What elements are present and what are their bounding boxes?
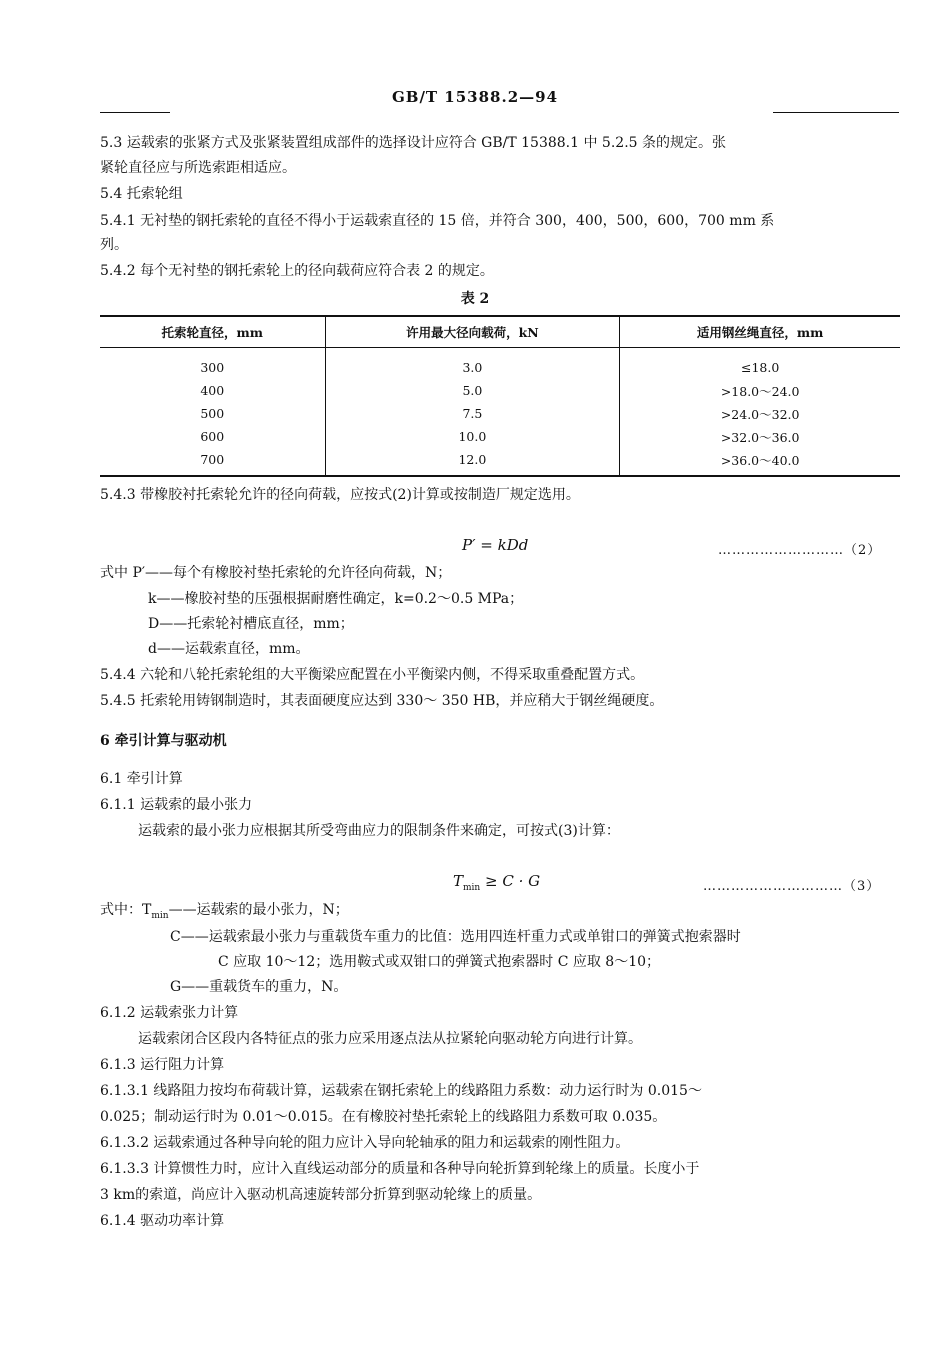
where-3-line1: C——运载索最小张力与重载货车重力的比值：选用四连杆重力式或单钳口的弹簧式抱索器时 <box>170 929 741 945</box>
cell-pulley-diameter: 300 <box>200 360 225 375</box>
clause-5-4-1-line1: 5.4.1 无衬垫的钢托索轮的直径不得小于运载索直径的 15 倍，并符合 300，400，500，600，700 mm 系 <box>100 213 775 229</box>
header-rule-right <box>773 112 899 113</box>
where-3-subscript: min <box>151 910 169 921</box>
clause-5-3-line2: 紧轮直径应与所选索距相适应。 <box>100 160 296 176</box>
where-2-line0: 式中 P′——每个有橡胶衬垫托索轮的允许径向荷载，N； <box>100 565 452 581</box>
heading-6-1: 6.1 牵引计算 <box>100 771 183 787</box>
table-row <box>100 402 900 425</box>
cell-rope-diameter: >24.0～32.0 <box>620 402 900 425</box>
heading-5-4: 5.4 托索轮组 <box>100 186 183 202</box>
formula-3-symbol: T <box>453 872 464 890</box>
cell-max-radial-load: 5.0 <box>325 379 620 402</box>
cell-max-radial-load: 7.5 <box>325 402 620 425</box>
where-3-line2: C 应取 10～12；选用鞍式或双钳口的弹簧式抱索器时 C 应取 8～10； <box>218 954 661 970</box>
cell-rope-diameter: ≤18.0 <box>620 348 900 380</box>
clause-6-1-3-1-line1: 6.1.3.1 线路阻力按均布荷载计算，运载索在钢托索轮上的线路阻力系数：动力运行时为 0.015～ <box>100 1083 702 1099</box>
cell-pulley-diameter: 500 <box>200 406 225 421</box>
formula-3 <box>453 872 540 893</box>
formula-2: P′ = kDd <box>462 536 529 554</box>
formula-2-number: ………………………（2） <box>718 543 882 558</box>
where-2-line3: d——运载索直径，mm。 <box>148 641 310 657</box>
clause-5-4-1-line2: 列。 <box>100 237 128 253</box>
where-3-symbol: 式中：T <box>100 902 152 918</box>
where-2-line2: D——托索轮衬槽底直径，mm； <box>148 616 354 632</box>
where-3-line0 <box>100 900 349 926</box>
clause-6-1-3-2: 6.1.3.2 运载索通过各种导向轮的阻力应计入导向轮轴承的阻力和运载索的刚性阻力。 <box>100 1135 630 1151</box>
clause-5-4-3: 5.4.3 带橡胶衬托索轮允许的径向荷载，应按式(2)计算或按制造厂规定选用。 <box>100 487 580 503</box>
col-header-rope-diameter: 适用钢丝绳直径，mm <box>620 316 900 348</box>
cell-rope-diameter: >32.0～36.0 <box>620 425 900 448</box>
where-2-line1: k——橡胶衬垫的压强根据耐磨性确定，k=0.2～0.5 MPa； <box>148 591 524 607</box>
clause-5-4-5: 5.4.5 托索轮用铸钢制造时，其表面硬度应达到 330～ 350 HB，并应稍大于钢丝绳硬度。 <box>100 693 664 709</box>
heading-6: 6 牵引计算与驱动机 <box>100 733 227 749</box>
cell-rope-diameter: >18.0～24.0 <box>620 379 900 402</box>
table-row <box>100 448 900 476</box>
clause-5-4-4: 5.4.4 六轮和八轮托索轮组的大平衡梁应配置在小平衡梁内侧，不得采取重叠配置方式。 <box>100 667 645 683</box>
formula-3-number: …………………………（3） <box>703 879 881 894</box>
table-2 <box>100 315 900 477</box>
header-rule-left <box>100 112 170 113</box>
cell-pulley-diameter: 700 <box>100 448 325 476</box>
clause-6-1-2: 运载索闭合区段内各特征点的张力应采用逐点法从拉紧轮向驱动轮方向进行计算。 <box>138 1031 642 1047</box>
heading-6-1-3: 6.1.3 运行阻力计算 <box>100 1057 225 1073</box>
where-3-line3: G——重载货车的重力，N。 <box>170 979 348 995</box>
heading-6-1-4: 6.1.4 驱动功率计算 <box>100 1213 225 1229</box>
formula-3-subscript: min <box>463 883 481 893</box>
clause-5-4-2: 5.4.2 每个无衬垫的钢托索轮上的径向载荷应符合表 2 的规定。 <box>100 263 494 279</box>
cell-max-radial-load: 10.0 <box>325 425 620 448</box>
col-header-max-radial-load: 许用最大径向载荷，kN <box>325 316 620 348</box>
clause-6-1-3-3-line2: 3 km的索道，尚应计入驱动机高速旋转部分折算到驱动轮缘上的质量。 <box>100 1187 542 1203</box>
heading-6-1-2: 6.1.2 运载索张力计算 <box>100 1005 239 1021</box>
table-row <box>100 348 900 380</box>
cell-pulley-diameter: 600 <box>200 429 225 444</box>
table-row <box>100 425 900 448</box>
clause-6-1-3-1-line2: 0.025；制动运行时为 0.01～0.015。在有橡胶衬垫托索轮上的线路阻力系数可取 0.035。 <box>100 1109 667 1125</box>
cell-max-radial-load: 3.0 <box>325 348 620 380</box>
clause-6-1-1: 运载索的最小张力应根据其所受弯曲应力的限制条件来确定，可按式(3)计算： <box>138 823 620 839</box>
col-header-pulley-diameter: 托索轮直径，mm <box>100 316 325 348</box>
table-2-caption: 表 2 <box>460 291 490 307</box>
cell-max-radial-load: 12.0 <box>325 448 620 476</box>
cell-rope-diameter: >36.0～40.0 <box>620 448 900 476</box>
where-3-text: ——运载索的最小张力，N； <box>168 902 349 918</box>
table-header-row <box>100 316 900 348</box>
clause-5-3-line1: 5.3 运载索的张紧方式及张紧装置组成部件的选择设计应符合 GB/T 15388.1 中 5.2.5 条的规定。张 <box>100 135 727 151</box>
page-header-standard-number: GB/T 15388.2—94 <box>391 88 559 106</box>
table-row <box>100 379 900 402</box>
cell-pulley-diameter: 400 <box>200 383 225 398</box>
clause-6-1-3-3-line1: 6.1.3.3 计算惯性力时，应计入直线运动部分的质量和各种导向轮折算到轮缘上的质量。长度小于 <box>100 1161 700 1177</box>
formula-3-rest: ≥ C · G <box>480 872 541 890</box>
heading-6-1-1: 6.1.1 运载索的最小张力 <box>100 797 253 813</box>
